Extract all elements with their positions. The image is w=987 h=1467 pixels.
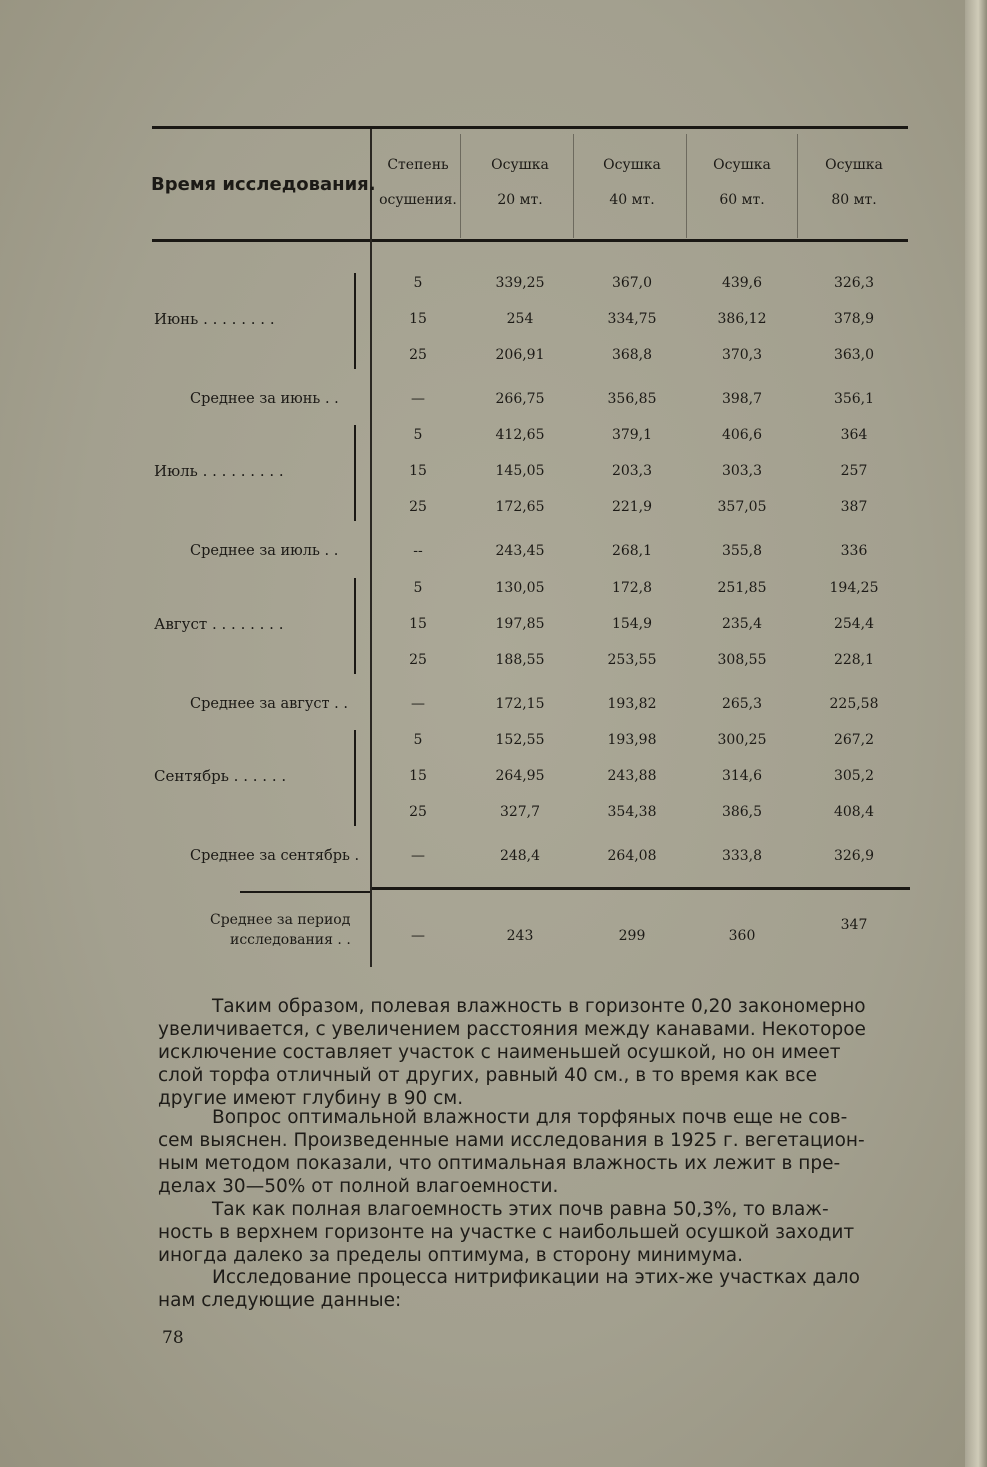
average-label: Среднее за сентябрь . [190,848,360,864]
average-cell: — [411,696,425,712]
group-label: Июнь . . . . . . . . [154,310,275,328]
table-cell: 368,8 [611,347,653,363]
average-cell: -- [413,543,423,559]
table-cell: 267,2 [833,732,875,748]
group-label: Август . . . . . . . . [154,615,284,633]
table-cell: 367,0 [611,275,653,291]
text-line: Так как полная влагоемность этих почв равна 50,3%, то влаж- [212,1199,829,1220]
average-cell: 243,45 [495,543,545,559]
text-line: исключение составляет участок с наименьшей осушкой, но он имеет [158,1042,841,1063]
column-header-line2: 40 мт. [609,192,655,208]
period-cell: 243 [506,928,534,944]
column-divider [686,134,687,238]
text-line: увеличивается, с увеличением расстояния между канавами. Некоторое [158,1019,866,1040]
text-line: ным методом показали, что оптимальная влажность их лежит в пре- [158,1153,841,1174]
table-cell: 5 [413,427,423,443]
period-label: исследования . . [230,932,351,948]
text-line: иногда далеко за пределы оптимума, в сторону минимума. [158,1245,744,1266]
average-cell: 326,9 [833,848,875,864]
table-cell: 386,5 [721,804,763,820]
page-number: 78 [162,1328,184,1348]
average-cell: 336 [840,543,868,559]
average-cell: 356,1 [833,391,875,407]
column-divider [797,134,798,238]
text-line: сем выяснен. Произведенные нами исследования в 1925 г. вегетацион- [158,1130,865,1151]
average-cell: 172,15 [495,696,545,712]
summary-top-rule [372,887,910,890]
header-bottom-rule [152,239,908,242]
average-cell: 265,3 [721,696,763,712]
table-cell: 308,55 [717,652,767,668]
column-header-line2: 60 мт. [719,192,765,208]
table-cell: 264,95 [495,768,545,784]
table-cell: 193,98 [607,732,657,748]
body-paragraph [158,1106,912,1198]
table-cell: 327,7 [499,804,541,820]
table-cell: 228,1 [833,652,875,668]
average-cell: 193,82 [607,696,657,712]
text-line: другие имеют глубину в 90 см. [158,1088,464,1109]
table-cell: 370,3 [721,347,763,363]
table-cell: 254,4 [833,616,875,632]
column-header-line1: Осушка [713,157,771,173]
table-cell: 188,55 [495,652,545,668]
table-cell: 357,05 [717,499,767,515]
table-cell: 406,6 [721,427,763,443]
page-edge [965,0,987,1467]
summary-left-rule [240,891,370,893]
table-cell: 25 [409,347,427,363]
period-cell: 299 [618,928,646,944]
average-cell: 333,8 [721,848,763,864]
text-line: Таким образом, полевая влажность в горизонте 0,20 закономерно [212,996,866,1017]
table-cell: 25 [409,804,427,820]
column-header-line1: Осушка [603,157,661,173]
table-cell: 15 [409,616,427,632]
table-cell: 15 [409,463,427,479]
average-cell: 398,7 [721,391,763,407]
average-label: Среднее за июль . . [190,543,339,559]
column-header-line2: осушения. [379,192,457,208]
table-cell: 130,05 [495,580,545,596]
period-cell: — [411,928,425,944]
table-cell: 314,6 [721,768,763,784]
table-cell: 25 [409,499,427,515]
text-line: Исследование процесса нитрификации на этих-же участках дало [212,1267,860,1288]
table-cell: 305,2 [833,768,875,784]
average-cell: 356,85 [607,391,657,407]
period-cell: 360 [728,928,756,944]
period-cell: 347 [840,917,868,933]
body-paragraph [158,1266,912,1312]
average-cell: — [411,391,425,407]
table-cell: 203,3 [611,463,653,479]
column-header-line2: 80 мт. [831,192,877,208]
table-cell: 152,55 [495,732,545,748]
text-line: нам следующие данные: [158,1290,402,1311]
column-header-line2: 20 мт. [497,192,543,208]
table-cell: 253,55 [607,652,657,668]
table-cell: 363,0 [833,347,875,363]
table-cell: 145,05 [495,463,545,479]
table-cell: 408,4 [833,804,875,820]
table-cell: 326,3 [833,275,875,291]
table-cell: 206,91 [495,347,545,363]
table-cell: 15 [409,768,427,784]
table-cell: 194,25 [829,580,879,596]
text-line: ность в верхнем горизонте на участке с наибольшей осушкой заходит [158,1222,855,1243]
table-cell: 5 [413,732,423,748]
average-label: Среднее за июнь . . [190,391,339,407]
table-cell: 251,85 [717,580,767,596]
average-label: Среднее за август . . [190,696,348,712]
table-cell: 5 [413,580,423,596]
average-cell: 225,58 [829,696,879,712]
table-cell: 378,9 [833,311,875,327]
table-cell: 354,38 [607,804,657,820]
table-cell: 172,65 [495,499,545,515]
table-cell: 197,85 [495,616,545,632]
column-header-line1: Осушка [491,157,549,173]
table-cell: 439,6 [721,275,763,291]
table-cell: 386,12 [717,311,767,327]
table-cell: 221,9 [611,499,653,515]
average-cell: 264,08 [607,848,657,864]
table-cell: 243,88 [607,768,657,784]
body-paragraph [158,995,912,1110]
table-cell: 387 [840,499,868,515]
table-top-rule [152,126,908,129]
body-paragraph [158,1198,912,1267]
table-cell: 172,8 [611,580,653,596]
table-cell: 154,9 [611,616,653,632]
table-cell: 303,3 [721,463,763,479]
table-cell: 15 [409,311,427,327]
row-header-title: Время исследования. [151,174,376,195]
table-cell: 5 [413,275,423,291]
period-label: Среднее за период [210,912,351,928]
table-cell: 339,25 [495,275,545,291]
group-label: Июль . . . . . . . . . [154,462,284,480]
table-cell: 412,65 [495,427,545,443]
table-cell: 334,75 [607,311,657,327]
average-cell: 355,8 [721,543,763,559]
table-cell: 254 [506,311,534,327]
column-header-line1: Степень [387,157,449,173]
text-line: слой торфа отличный от других, равный 40 см., в то время как все [158,1065,818,1086]
table-cell: 364 [840,427,868,443]
table-cell: 257 [840,463,868,479]
average-cell: 248,4 [499,848,541,864]
text-line: делах 30—50% от полной влагоемности. [158,1176,559,1197]
table-cell: 235,4 [721,616,763,632]
average-cell: — [411,848,425,864]
table-cell: 300,25 [717,732,767,748]
text-line: Вопрос оптимальной влажности для торфяных почв еще не сов- [212,1107,848,1128]
table-cell: 25 [409,652,427,668]
table-cell: 379,1 [611,427,653,443]
average-cell: 268,1 [611,543,653,559]
group-label: Сентябрь . . . . . . [154,767,287,785]
average-cell: 266,75 [495,391,545,407]
column-divider [573,134,574,238]
column-header-line1: Осушка [825,157,883,173]
